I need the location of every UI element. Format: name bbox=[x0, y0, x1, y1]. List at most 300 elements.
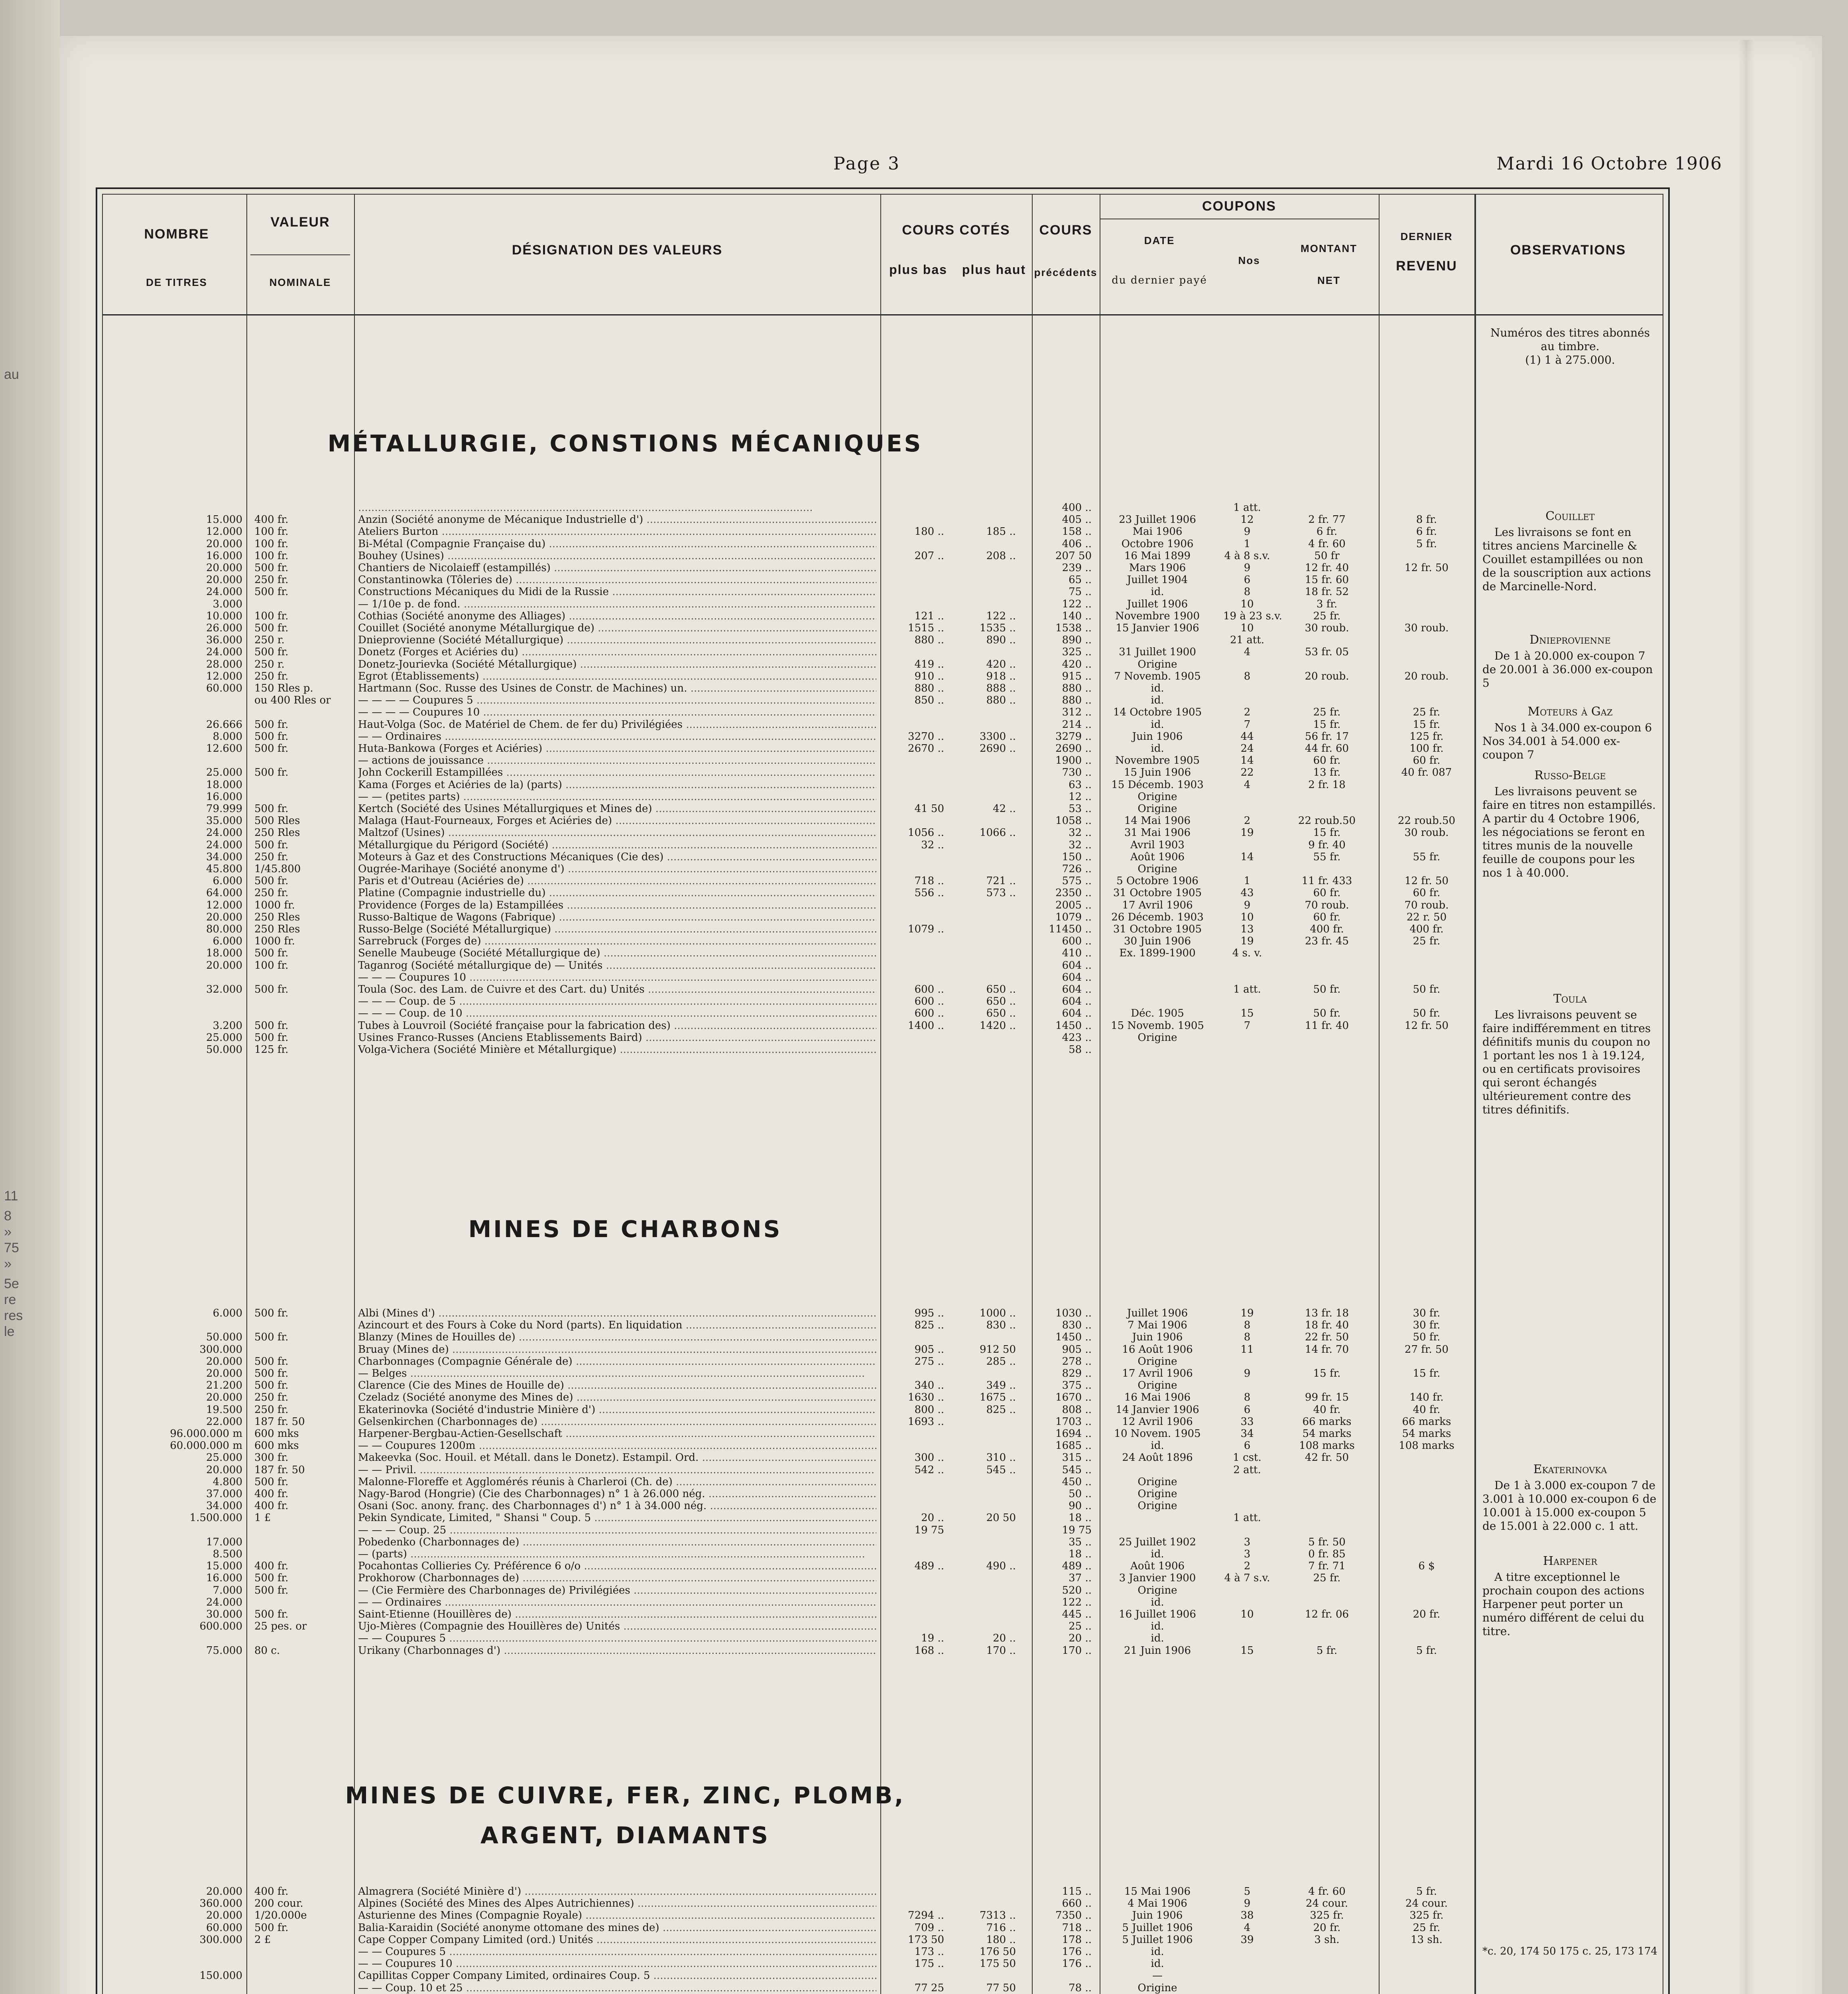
coupon-date-cell: 26 Décemb. 1903 bbox=[1111, 911, 1204, 923]
montant-cell: 44 fr. 60 bbox=[1305, 743, 1349, 755]
montant-cell: 18 fr. 40 bbox=[1305, 1319, 1349, 1332]
designation-cell: Prokhorow (Charbonnages de) ..... bbox=[358, 1572, 876, 1584]
nombre-cell: 25.000 bbox=[206, 1031, 242, 1044]
cours-precedent-cell: 829 .. bbox=[1062, 1367, 1092, 1379]
designation-cell: Donetz-Jourievka (Société Métallurgique) ..... bbox=[358, 658, 876, 670]
coupon-number-cell: 12 bbox=[1240, 514, 1254, 526]
valeur-cell: 1/20.000e bbox=[254, 1909, 307, 1922]
coupon-number-cell: 19 bbox=[1240, 1307, 1254, 1319]
cours-precedent-cell: 315 .. bbox=[1062, 1452, 1092, 1464]
table-row bbox=[103, 1356, 1663, 1367]
table-row bbox=[103, 960, 1663, 971]
montant-cell: 14 fr. 70 bbox=[1305, 1343, 1349, 1356]
coupon-date-cell: Origine bbox=[1138, 790, 1177, 803]
table-row bbox=[103, 731, 1663, 743]
montant-cell: 60 fr. bbox=[1313, 887, 1341, 899]
montant-cell: 18 fr. 52 bbox=[1305, 586, 1349, 598]
valeur-cell: 300 fr. bbox=[254, 1452, 289, 1464]
plus-haut-cell: 545 .. bbox=[986, 1464, 1016, 1476]
coupon-date-cell: 5 Juillet 1906 bbox=[1122, 1921, 1193, 1934]
coupon-number-cell: 5 bbox=[1244, 1886, 1251, 1897]
coupon-date-cell: 31 Octobre 1905 bbox=[1113, 887, 1202, 899]
plus-bas-cell: 275 .. bbox=[914, 1355, 944, 1367]
valeur-cell: 500 fr. bbox=[254, 1331, 289, 1344]
coupon-number-cell: 2 bbox=[1244, 1560, 1251, 1572]
nombre-cell: 15.000 bbox=[206, 1560, 242, 1572]
nombre-cell: 25.000 bbox=[206, 1452, 242, 1464]
revenu-cell: 24 cour. bbox=[1405, 1897, 1448, 1910]
fragment: au bbox=[4, 367, 19, 382]
plus-haut-cell: 420 .. bbox=[986, 658, 1016, 670]
designation-cell: Ougrée-Marihaye (Société anonyme d') ..... bbox=[358, 863, 876, 875]
observation-title: Dnieprovienne bbox=[1529, 633, 1611, 647]
table-row bbox=[103, 1596, 1663, 1608]
coupon-date-cell: id. bbox=[1151, 743, 1164, 755]
designation-cell: Russo-Belge (Société Métallurgique) ..... bbox=[358, 923, 876, 935]
coupon-date-cell: 23 Juillet 1906 bbox=[1119, 514, 1196, 526]
table-body bbox=[103, 314, 1663, 1994]
plus-haut-cell: 1420 .. bbox=[980, 1019, 1016, 1032]
section-title-metallurgie: MÉTALLURGIE, CONSTIONS MÉCANIQUES bbox=[327, 430, 923, 457]
montant-cell: 11 fr. 433 bbox=[1301, 875, 1352, 887]
cours-precedent-cell: 489 .. bbox=[1062, 1560, 1092, 1572]
fragment: » bbox=[4, 1256, 12, 1271]
coupon-date-cell: Origine bbox=[1138, 803, 1177, 815]
revenu-cell: 22 r. 50 bbox=[1406, 911, 1447, 923]
valeur-cell: 500 fr. bbox=[254, 766, 289, 779]
table-row bbox=[103, 1032, 1663, 1044]
coupon-date-cell: 3 Janvier 1900 bbox=[1119, 1572, 1196, 1584]
fragment: re bbox=[4, 1292, 16, 1307]
plus-haut-cell: 170 .. bbox=[986, 1644, 1016, 1657]
observation-text: Les livraisons peuvent se faire indifféremment en titres définitifs munis du coupon no 1 portant les nos 1 à 19.124, ou en certificats provisoires qui seront échangés ultérieurement contre des titres définitifs. bbox=[1482, 1008, 1651, 1116]
designation-cell: Pocahontas Collieries Cy. Préférence 6 o/o ..... bbox=[358, 1560, 876, 1572]
coupon-date-cell: — bbox=[1152, 1970, 1163, 1982]
valeur-cell: ou 400 Rles or bbox=[254, 694, 331, 707]
montant-cell: 13 fr. 18 bbox=[1305, 1307, 1349, 1319]
table-row bbox=[103, 658, 1663, 670]
observation-title: Harpener bbox=[1543, 1554, 1598, 1568]
cours-precedent-cell: 604 .. bbox=[1062, 983, 1092, 995]
cours-precedent-cell: 90 .. bbox=[1069, 1500, 1092, 1512]
coupon-number-cell: 2 bbox=[1244, 815, 1251, 827]
cours-precedent-cell: 170 .. bbox=[1062, 1644, 1092, 1657]
nombre-cell: 8.500 bbox=[213, 1548, 242, 1560]
coupon-number-cell: 2 att. bbox=[1233, 1464, 1261, 1476]
montant-cell: 53 fr. 05 bbox=[1305, 646, 1349, 658]
table-row bbox=[103, 586, 1663, 598]
table-row bbox=[103, 719, 1663, 731]
montant-cell: 5 fr. bbox=[1316, 1644, 1338, 1657]
montant-cell: 4 fr. 60 bbox=[1308, 538, 1346, 550]
revenu-cell: 25 fr. bbox=[1413, 935, 1441, 948]
cours-precedent-cell: 2690 .. bbox=[1055, 743, 1092, 755]
cours-precedent-cell: 604 .. bbox=[1062, 971, 1092, 983]
table-row bbox=[103, 1367, 1663, 1379]
designation-cell: Cape Copper Company Limited (ord.) Unités ..... bbox=[358, 1934, 876, 1946]
valeur-cell: 400 fr. bbox=[254, 1500, 289, 1512]
table-row bbox=[103, 1404, 1663, 1416]
coupon-number-cell: 4 bbox=[1244, 778, 1251, 791]
cours-precedent-cell: 880 .. bbox=[1062, 682, 1092, 694]
cours-precedent-cell: 1450 .. bbox=[1055, 1331, 1092, 1344]
cours-precedent-cell: 37 .. bbox=[1069, 1572, 1092, 1584]
designation-cell: Charbonnages (Compagnie Générale de) ..... bbox=[358, 1356, 876, 1367]
coupon-number-cell: 34 bbox=[1240, 1428, 1254, 1440]
montant-cell: 54 marks bbox=[1302, 1428, 1352, 1440]
coupon-number-cell: 3 bbox=[1244, 1548, 1251, 1560]
revenu-cell: 50 fr. bbox=[1413, 1331, 1441, 1344]
coupon-number-cell: 9 bbox=[1244, 1367, 1251, 1379]
cours-precedent-cell: 545 .. bbox=[1062, 1464, 1092, 1476]
observation-russo-belge bbox=[1482, 769, 1658, 880]
plus-haut-cell: 650 .. bbox=[986, 1007, 1016, 1020]
nombre-cell: 360.000 bbox=[199, 1897, 242, 1910]
plus-haut-cell: 20 .. bbox=[993, 1632, 1016, 1645]
montant-cell: 50 fr. bbox=[1313, 1007, 1341, 1020]
coupon-date-cell: id. bbox=[1151, 1632, 1164, 1645]
table-row bbox=[103, 1922, 1663, 1934]
montant-cell: 2 fr. 18 bbox=[1308, 778, 1346, 791]
coupon-date-cell: Origine bbox=[1138, 1500, 1177, 1512]
valeur-cell: 1/45.800 bbox=[254, 863, 301, 875]
cours-precedent-cell: 730 .. bbox=[1062, 766, 1092, 779]
cours-precedent-cell: 375 .. bbox=[1062, 1379, 1092, 1392]
plus-haut-cell: 1535 .. bbox=[980, 622, 1016, 634]
montant-cell: 25 fr. bbox=[1313, 1572, 1341, 1584]
coupon-date-cell: Origine bbox=[1138, 658, 1177, 670]
revenu-cell: 25 fr. bbox=[1413, 706, 1441, 719]
cours-precedent-cell: 575 .. bbox=[1062, 875, 1092, 887]
valeur-cell: 600 mks bbox=[254, 1428, 299, 1440]
plus-bas-cell: 19 .. bbox=[921, 1632, 944, 1645]
valeur-cell: 250 Rles bbox=[254, 923, 300, 935]
plus-bas-cell: 542 .. bbox=[914, 1464, 944, 1476]
nombre-cell: 20.000 bbox=[206, 959, 242, 971]
plus-haut-cell: 349 .. bbox=[986, 1379, 1016, 1392]
coupon-number-cell: 13 bbox=[1240, 923, 1254, 935]
revenu-cell: 140 fr. bbox=[1409, 1391, 1444, 1404]
plus-bas-cell: 1630 .. bbox=[908, 1391, 944, 1404]
designation-cell: Russo-Baltique de Wagons (Fabrique) ..... bbox=[358, 911, 876, 923]
table-row bbox=[103, 1464, 1663, 1476]
cours-precedent-cell: 520 .. bbox=[1062, 1584, 1092, 1596]
plus-haut-cell: 912 50 bbox=[980, 1343, 1016, 1356]
designation-cell: Volga-Vichera (Société Minière et Métallurgique) ..... bbox=[358, 1044, 876, 1056]
valeur-cell: 500 fr. bbox=[254, 1379, 289, 1392]
designation-cell: Alpines (Société des Mines des Alpes Autrichiennes) ..... bbox=[358, 1897, 876, 1909]
valeur-cell: 500 fr. bbox=[254, 1367, 289, 1379]
plus-bas-cell: 340 .. bbox=[914, 1379, 944, 1392]
valeur-cell: 187 fr. 50 bbox=[254, 1415, 305, 1428]
designation-cell: — — Privil. ..... bbox=[358, 1464, 876, 1476]
coupon-number-cell: 21 att. bbox=[1230, 634, 1264, 646]
coupon-number-cell: 9 bbox=[1244, 1897, 1251, 1910]
coupon-number-cell: 33 bbox=[1240, 1415, 1254, 1428]
table-row bbox=[103, 1044, 1663, 1056]
designation-cell: — — — — Coupures 10 ..... bbox=[358, 706, 876, 718]
observation-title: Couillet bbox=[1545, 509, 1595, 523]
table-row bbox=[103, 1020, 1663, 1032]
valeur-cell: 500 fr. bbox=[254, 1031, 289, 1044]
coupon-date-cell: 12 Avril 1906 bbox=[1122, 1415, 1193, 1428]
coupon-date-cell: 14 Janvier 1906 bbox=[1116, 1403, 1199, 1416]
fragment: » bbox=[4, 1224, 12, 1239]
coupon-date-cell: Octobre 1906 bbox=[1121, 538, 1194, 550]
plus-bas-cell: 41 50 bbox=[914, 803, 944, 815]
revenu-cell: 55 fr. bbox=[1413, 851, 1441, 863]
coupon-number-cell: 1 att. bbox=[1233, 1512, 1261, 1524]
designation-cell: Dnieprovienne (Société Métallurgique) ..... bbox=[358, 634, 876, 646]
table-row bbox=[103, 1440, 1663, 1452]
table-row bbox=[103, 1572, 1663, 1584]
plus-bas-cell: 168 .. bbox=[914, 1644, 944, 1657]
coupon-date-cell: Juin 1906 bbox=[1132, 730, 1183, 743]
revenu-cell: 325 fr. bbox=[1409, 1909, 1444, 1922]
plus-haut-cell: 890 .. bbox=[986, 634, 1016, 646]
table-row bbox=[103, 1331, 1663, 1343]
plus-bas-cell: 1056 .. bbox=[908, 827, 944, 839]
revenu-cell: 6 $ bbox=[1418, 1560, 1435, 1572]
designation-cell: Ekaterinovka (Société d'industrie Minière d') ..... bbox=[358, 1404, 876, 1416]
designation-cell: Huta-Bankowa (Forges et Aciéries) ..... bbox=[358, 743, 876, 755]
header-rule bbox=[250, 254, 350, 255]
plus-haut-cell: 1066 .. bbox=[980, 827, 1016, 839]
coupon-date-cell: 16 Mai 1899 bbox=[1124, 550, 1191, 562]
coupon-date-cell: 31 Mai 1906 bbox=[1124, 827, 1191, 839]
valeur-cell: 500 fr. bbox=[254, 562, 289, 574]
observation-text: Numéros des titres abonnés au timbre. bbox=[1490, 326, 1650, 353]
cours-precedent-cell: 58 .. bbox=[1069, 1044, 1092, 1056]
designation-cell: Sarrebruck (Forges de) ..... bbox=[358, 935, 876, 947]
coupon-date-cell: 5 Octobre 1906 bbox=[1116, 875, 1199, 887]
coupon-date-cell: Origine bbox=[1138, 1355, 1177, 1367]
coupon-date-cell: Déc. 1905 bbox=[1131, 1007, 1184, 1020]
cours-precedent-cell: 32 .. bbox=[1069, 839, 1092, 851]
plus-bas-cell: 850 .. bbox=[914, 694, 944, 707]
table-row bbox=[103, 1452, 1663, 1464]
coupon-date-cell: 15 Mai 1906 bbox=[1124, 1886, 1191, 1897]
coupon-number-cell: 43 bbox=[1240, 887, 1254, 899]
table-row bbox=[103, 502, 1663, 514]
plus-haut-cell: 185 .. bbox=[986, 526, 1016, 538]
nombre-cell: 12.000 bbox=[206, 899, 242, 911]
nombre-cell: 20.000 bbox=[206, 538, 242, 550]
observation-text: A titre exceptionnel le prochain coupon des actions Harpener peut porter un numéro différent de celui du titre. bbox=[1482, 1570, 1645, 1638]
montant-cell: 50 fr bbox=[1314, 550, 1340, 562]
coupon-number-cell: 8 bbox=[1244, 586, 1251, 598]
observation-note-top bbox=[1482, 326, 1658, 367]
montant-cell: 56 fr. 17 bbox=[1305, 730, 1349, 743]
plus-haut-cell: 830 .. bbox=[986, 1319, 1016, 1332]
valeur-cell: 500 fr. bbox=[254, 1019, 289, 1032]
plus-haut-cell: 490 .. bbox=[986, 1560, 1016, 1572]
plus-bas-cell: 718 .. bbox=[914, 875, 944, 887]
coupon-date-cell: 31 Juillet 1900 bbox=[1119, 646, 1196, 658]
coupon-number-cell: 24 bbox=[1240, 743, 1254, 755]
nombre-cell: 6.000 bbox=[213, 935, 242, 948]
revenu-cell: 30 roub. bbox=[1404, 622, 1449, 634]
coupon-number-cell: 11 bbox=[1240, 1343, 1254, 1356]
observation-title: Toula bbox=[1553, 992, 1587, 1006]
designation-cell: Saint-Etienne (Houillères de) ..... bbox=[358, 1608, 876, 1620]
cours-precedent-cell: 158 .. bbox=[1062, 526, 1092, 538]
observation-capillitas: *c. 20, 174 50 175 c. 25, 173 174 bbox=[1482, 1945, 1658, 1957]
nombre-cell: 18.000 bbox=[206, 947, 242, 960]
coupon-date-cell: Ex. 1899-1900 bbox=[1119, 947, 1196, 960]
revenu-cell: 5 fr. bbox=[1416, 538, 1437, 550]
cours-precedent-cell: 445 .. bbox=[1062, 1608, 1092, 1620]
table-row bbox=[103, 755, 1663, 766]
revenu-cell: 400 fr. bbox=[1409, 923, 1444, 935]
coupon-number-cell: 9 bbox=[1244, 526, 1251, 538]
observation-text: Les livraisons se font en titres anciens Marcinelle & Couillet estampillées ou non de la souscription aux actions de Marcinelle-Nord. bbox=[1482, 526, 1651, 593]
coupon-date-cell: 10 Novem. 1905 bbox=[1114, 1428, 1201, 1440]
nombre-cell: 15.000 bbox=[206, 514, 242, 526]
montant-cell: 15 fr. bbox=[1313, 718, 1341, 731]
header-plus-bas: plus bas bbox=[889, 262, 947, 277]
coupon-number-cell: 4 à 7 s.v. bbox=[1224, 1572, 1270, 1584]
valeur-cell: 187 fr. 50 bbox=[254, 1464, 305, 1476]
plus-haut-cell: 175 50 bbox=[980, 1958, 1016, 1970]
valeur-cell: 100 fr. bbox=[254, 526, 289, 538]
cours-precedent-cell: 63 .. bbox=[1069, 778, 1092, 791]
table-row bbox=[103, 538, 1663, 550]
coupon-date-cell: 7 Novemb. 1905 bbox=[1114, 670, 1201, 682]
section-title-cuivre-2: ARGENT, DIAMANTS bbox=[480, 1822, 770, 1849]
plus-bas-cell: 600 .. bbox=[914, 1007, 944, 1020]
nombre-cell: 20.000 bbox=[206, 1391, 242, 1404]
table-row bbox=[103, 743, 1663, 755]
cours-precedent-cell: 890 .. bbox=[1062, 634, 1092, 646]
coupon-date-cell: Novembre 1905 bbox=[1115, 755, 1200, 767]
nombre-cell: 50.000 bbox=[206, 1331, 242, 1344]
nombre-cell: 20.000 bbox=[206, 1355, 242, 1367]
valeur-cell: 500 fr. bbox=[254, 1572, 289, 1584]
valeur-cell: 150 Rles p. bbox=[254, 682, 313, 694]
table-row bbox=[103, 1620, 1663, 1632]
cours-precedent-cell: 325 .. bbox=[1062, 646, 1092, 658]
cours-precedent-cell: 1670 .. bbox=[1055, 1391, 1092, 1404]
table-row bbox=[103, 550, 1663, 562]
plus-bas-cell: 1079 .. bbox=[908, 923, 944, 935]
revenu-cell: 22 roub.50 bbox=[1397, 815, 1456, 827]
valeur-cell: 500 fr. bbox=[254, 718, 289, 731]
table-row bbox=[103, 766, 1663, 778]
designation-cell: Bouhey (Usines) ..... bbox=[358, 550, 876, 562]
coupon-date-cell: 16 Juillet 1906 bbox=[1119, 1608, 1196, 1620]
montant-cell: 60 fr. bbox=[1313, 911, 1341, 923]
coupon-date-cell: id. bbox=[1151, 1620, 1164, 1633]
cours-precedent-cell: 808 .. bbox=[1062, 1403, 1092, 1416]
revenu-cell: 20 roub. bbox=[1404, 670, 1449, 682]
table-row bbox=[103, 815, 1663, 827]
nombre-cell: 6.000 bbox=[213, 1307, 242, 1319]
plus-haut-cell: 650 .. bbox=[986, 983, 1016, 995]
designation-cell: Constantinowka (Tôleries de) ..... bbox=[358, 574, 876, 586]
nombre-cell: 16.000 bbox=[206, 550, 242, 562]
nombre-cell: 20.000 bbox=[206, 911, 242, 923]
table-row bbox=[103, 851, 1663, 863]
page-number: Page 3 bbox=[833, 154, 901, 174]
montant-cell: 22 roub.50 bbox=[1298, 815, 1356, 827]
valeur-cell: 250 fr. bbox=[254, 887, 289, 899]
plus-bas-cell: 32 .. bbox=[921, 839, 944, 851]
table-row bbox=[103, 863, 1663, 875]
revenu-cell: 125 fr. bbox=[1409, 730, 1444, 743]
coupon-date-cell: Juillet 1906 bbox=[1127, 1307, 1188, 1319]
valeur-cell: 250 fr. bbox=[254, 1403, 289, 1416]
fragment: 8 bbox=[4, 1208, 12, 1224]
nombre-cell: 28.000 bbox=[206, 658, 242, 670]
nombre-cell: 26.666 bbox=[206, 718, 242, 731]
valeur-cell: 500 fr. bbox=[254, 1355, 289, 1367]
plus-haut-cell: 285 .. bbox=[986, 1355, 1016, 1367]
valeur-cell: 125 fr. bbox=[254, 1044, 289, 1056]
revenu-cell: 40 fr. 087 bbox=[1401, 766, 1452, 779]
montant-cell: 25 fr. bbox=[1313, 706, 1341, 719]
plus-bas-cell: 600 .. bbox=[914, 995, 944, 1008]
cours-precedent-cell: 423 .. bbox=[1062, 1031, 1092, 1044]
fragment: res bbox=[4, 1308, 23, 1323]
table-row bbox=[103, 791, 1663, 803]
coupon-date-cell: Origine bbox=[1138, 1031, 1177, 1044]
designation-cell: Nagy-Barod (Hongrie) (Cie des Charbonnages) n° 1 à 26.000 nég. ..... bbox=[358, 1488, 876, 1500]
plus-bas-cell: 880 .. bbox=[914, 682, 944, 694]
observation-toula bbox=[1482, 992, 1658, 1117]
valeur-cell: 2 £ bbox=[254, 1933, 271, 1946]
designation-cell: — — — Coupures 10 ..... bbox=[358, 971, 876, 983]
cours-precedent-cell: 207 50 bbox=[1055, 550, 1092, 562]
table-row bbox=[103, 899, 1663, 911]
cours-precedent-cell: 178 .. bbox=[1062, 1933, 1092, 1946]
coupon-date-cell: Juillet 1906 bbox=[1127, 598, 1188, 610]
observation-text: Les livraisons peuvent se faire en titres non estampillés. A partir du 4 Octobre 1906, les négociations se feront en titres munis de la nouvelle feuille de coupons pour les nos 1 à 40.000. bbox=[1482, 785, 1656, 879]
revenu-cell: 27 fr. 50 bbox=[1404, 1343, 1449, 1356]
valeur-cell: 400 fr. bbox=[254, 1886, 289, 1897]
coupon-date-cell: Origine bbox=[1138, 1584, 1177, 1596]
plus-bas-cell: 1693 .. bbox=[908, 1415, 944, 1428]
montant-cell: 2 fr. 77 bbox=[1308, 514, 1346, 526]
cours-precedent-cell: 2350 .. bbox=[1055, 887, 1092, 899]
designation-cell: Albi (Mines d') ..... bbox=[358, 1307, 876, 1319]
designation-cell: Senelle Maubeuge (Société Métallurgique de) ..... bbox=[358, 947, 876, 959]
header-numero: Nos bbox=[1238, 254, 1260, 266]
valeur-cell: 500 fr. bbox=[254, 1307, 289, 1319]
nombre-cell: 96.000.000 m bbox=[170, 1428, 242, 1440]
coupon-date-cell: Origine bbox=[1138, 1982, 1177, 1994]
nombre-cell: 20.000 bbox=[206, 1464, 242, 1476]
valeur-cell: 500 fr. bbox=[254, 622, 289, 634]
coupon-number-cell: 4 bbox=[1244, 1921, 1251, 1934]
section-title-charbons: MINES DE CHARBONS bbox=[468, 1216, 782, 1243]
coupon-number-cell: 10 bbox=[1240, 622, 1254, 634]
montant-cell: 50 fr. bbox=[1313, 983, 1341, 995]
observation-text: Nos 1 à 34.000 ex-coupon 6 Nos 34.001 à 54.000 ex-coupon 7 bbox=[1482, 721, 1652, 761]
observation-dnieprovienne bbox=[1482, 633, 1658, 690]
table-row bbox=[103, 1970, 1663, 1982]
nombre-cell: 1.500.000 bbox=[189, 1512, 242, 1524]
fragment: 11 bbox=[4, 1188, 18, 1204]
table-row bbox=[103, 1897, 1663, 1909]
cours-precedent-cell: 915 .. bbox=[1062, 670, 1092, 682]
cours-precedent-cell: 1900 .. bbox=[1055, 755, 1092, 767]
nombre-cell: 600.000 bbox=[199, 1620, 242, 1633]
cours-precedent-cell: 1685 .. bbox=[1055, 1440, 1092, 1452]
plus-haut-cell: 650 .. bbox=[986, 995, 1016, 1008]
revenu-cell: 8 fr. bbox=[1416, 514, 1437, 526]
table-row bbox=[103, 1428, 1663, 1440]
